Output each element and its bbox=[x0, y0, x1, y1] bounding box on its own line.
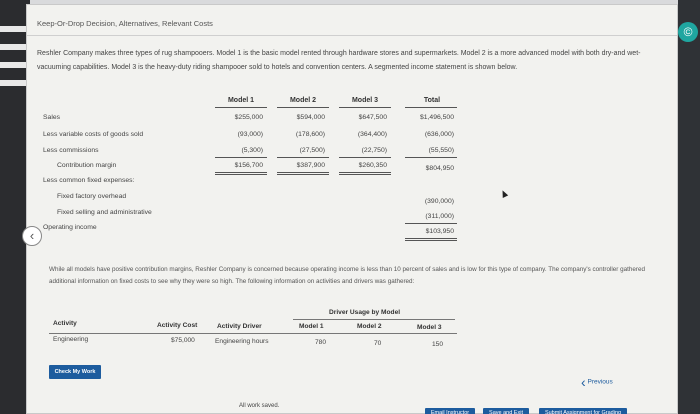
divider bbox=[27, 35, 677, 36]
subtotal-line bbox=[215, 157, 267, 158]
chevron-left-icon: ‹ bbox=[29, 228, 35, 243]
header-underline bbox=[405, 107, 457, 108]
cell: (27,500) bbox=[299, 147, 325, 154]
row-label-contribution: Contribution margin bbox=[57, 162, 117, 169]
right-sidebar bbox=[678, 0, 700, 414]
subtotal-line bbox=[277, 157, 329, 158]
subtotal-line bbox=[405, 223, 457, 224]
row-label-commissions: Less commissions bbox=[43, 147, 99, 154]
row-label-variable: Less variable costs of goods sold bbox=[43, 131, 144, 138]
app-icon[interactable]: © bbox=[678, 22, 698, 42]
chevron-left-icon: ‹ bbox=[581, 374, 586, 390]
group-underline bbox=[293, 319, 455, 320]
cell: (93,000) bbox=[237, 131, 263, 138]
col-total: Total bbox=[423, 97, 441, 104]
header-underline bbox=[49, 333, 457, 334]
mouse-cursor-icon bbox=[500, 189, 508, 198]
cell: $75,000 bbox=[171, 337, 195, 344]
header-underline bbox=[339, 107, 391, 108]
cell: 150 bbox=[432, 341, 444, 348]
previous-question-arrow[interactable] bbox=[22, 226, 42, 246]
double-underline bbox=[405, 238, 457, 241]
assignment-page bbox=[26, 4, 678, 414]
cell: $255,000 bbox=[234, 114, 263, 121]
cell: $156,700 bbox=[234, 162, 263, 169]
row-label-sga: Fixed selling and administrative bbox=[57, 209, 152, 216]
cell: $103,950 bbox=[425, 228, 454, 235]
save-status: All work saved. bbox=[239, 403, 280, 409]
col-m1: Model 1 bbox=[299, 323, 324, 330]
cell: $1,496,500 bbox=[419, 114, 454, 121]
cell: Engineering hours bbox=[215, 338, 269, 345]
col-m2: Model 2 bbox=[357, 323, 382, 330]
cell: (390,000) bbox=[424, 198, 454, 205]
cell: 70 bbox=[374, 340, 382, 347]
double-underline bbox=[339, 172, 391, 175]
col-model-1: Model 1 bbox=[227, 97, 255, 104]
cell: (22,750) bbox=[361, 147, 387, 154]
context-paragraph: While all models have positive contribution margins, Reshler Company is concerned because operating income is less than 10 percent of sales and is low for this type of company. The company's controller gathered additional information on fixed costs to see why they were so high. The following information on activities and drivers was gathered: bbox=[49, 266, 645, 285]
cell: (55,550) bbox=[428, 147, 454, 154]
save-and-exit-button[interactable]: Save and Exit bbox=[483, 408, 529, 414]
header-underline bbox=[277, 107, 329, 108]
previous-button[interactable] bbox=[581, 374, 651, 390]
cell: $804,950 bbox=[425, 165, 454, 172]
row-label-overhead: Fixed factory overhead bbox=[57, 193, 127, 200]
cell: (636,000) bbox=[424, 131, 454, 138]
double-underline bbox=[215, 172, 267, 175]
row-label-sales: Sales bbox=[43, 114, 61, 121]
page-title: Keep-Or-Drop Decision, Alternatives, Relevant Costs bbox=[37, 19, 213, 28]
group-header: Driver Usage by Model bbox=[329, 309, 401, 316]
cell: $387,900 bbox=[296, 162, 325, 169]
submit-assignment-button[interactable]: Submit Assignment for Grading bbox=[539, 408, 627, 414]
previous-label: Previous bbox=[587, 378, 613, 386]
cell: Engineering bbox=[53, 336, 89, 343]
cell: $260,350 bbox=[358, 162, 387, 169]
intro-text: Reshler Company makes three types of rug shampooers. Model 1 is the basic model rented through hardware stores and supermarkets. Model 2 is a more advanced model with both dry-and wet-vacuuming capabilities. Model 3 is the heavy-duty riding shampooer sold to hotels and convention centers. A segmented income statement is shown below. bbox=[37, 50, 641, 71]
col-model-3: Model 3 bbox=[351, 97, 379, 104]
cell: 780 bbox=[315, 339, 327, 346]
check-my-work-button[interactable]: Check My Work bbox=[49, 365, 101, 379]
col-cost: Activity Cost bbox=[157, 322, 198, 329]
col-model-2: Model 2 bbox=[289, 97, 317, 104]
subtotal-line bbox=[339, 157, 391, 158]
row-label-operating: Operating income bbox=[43, 224, 97, 231]
col-driver: Activity Driver bbox=[217, 323, 262, 330]
cell: (311,000) bbox=[425, 213, 454, 220]
header-underline bbox=[215, 107, 267, 108]
cell: (364,400) bbox=[357, 131, 387, 138]
email-instructor-button[interactable]: Email Instructor bbox=[425, 408, 475, 414]
cell: $647,500 bbox=[358, 114, 387, 121]
col-m3: Model 3 bbox=[417, 324, 442, 331]
col-activity: Activity bbox=[53, 320, 77, 327]
row-label-common: Less common fixed expenses: bbox=[43, 177, 135, 184]
cell: (5,300) bbox=[241, 147, 263, 154]
cell: (178,600) bbox=[295, 131, 325, 138]
double-underline bbox=[277, 172, 329, 175]
subtotal-line bbox=[405, 157, 457, 158]
cell: $594,000 bbox=[296, 114, 325, 121]
